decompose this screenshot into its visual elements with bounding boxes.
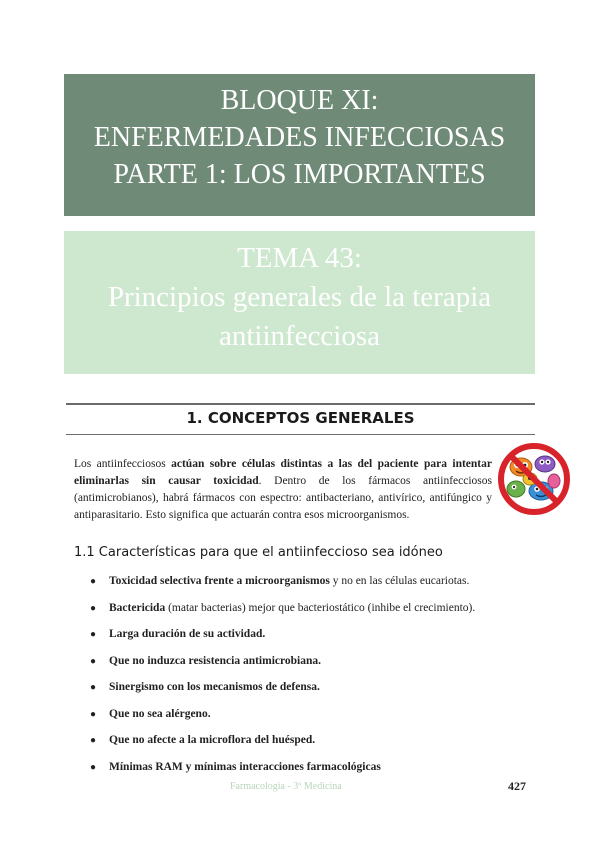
section-top-rule [66,403,535,405]
list-item-strong: Larga duración de su actividad. [109,628,266,640]
bullet-icon: ● [90,576,97,587]
block-title-line1: BLOQUE XI: [220,85,379,116]
footer-course: Farmacología - 3º Medicina [230,781,342,792]
tema-title-line3: antiinfecciosa [218,320,381,352]
list-item-text: y no en las células eucariotas. [329,575,470,587]
bullet-icon: ● [90,629,97,640]
intro-bold: actúan sobre células distintas a las del paciente para intentar eliminarlas sin causar toxicidad [74,458,492,487]
list-item-strong: Bactericida [109,601,166,614]
section-bottom-rule [66,434,535,435]
block-title-line2: ENFERMEDADES INFECCIOSAS [93,122,506,153]
block-title-line3: PARTE 1: LOS IMPORTANTES [113,159,486,190]
microbe-pink-icon [548,474,560,488]
list-item-strong: Mínimas RAM y mínimas interacciones farmacológicas [109,760,381,773]
tema-title-line1: TEMA 43: [237,242,362,274]
list-item-strong: Que no afecte a la microflora del huésped. [109,734,316,746]
bullet-icon: ● [90,682,97,693]
section-title: 1. CONCEPTOS GENERALES [186,409,415,427]
bullet-icon: ● [90,708,97,720]
bullet-icon: ● [90,761,97,773]
list-item [90,708,475,735]
tema-title-line2: Principios generales de la terapia [107,281,492,313]
tema-heading-box [64,231,535,374]
list-item [90,602,475,629]
list-item [90,734,475,761]
list-item-strong: Que no induzca resistencia antimicrobiana. [109,654,322,667]
intro-paragraph [74,456,492,524]
intro-text-2: . Dentro de los fármacos antiinfecciosos (antimicrobianos), habrá fármacos con espectro: antibacteriano, antivírico, antifúngico y antiparasitario. Esto significa que actuarán contra esos microorganismos. [74,475,492,521]
list-item [90,681,475,708]
page-number: 427 [508,779,526,793]
list-item-strong: Toxicidad selectiva frente a microorganismos [109,575,330,587]
microbe-green-icon [507,481,525,497]
bullet-icon: ● [90,655,97,667]
list-item [90,655,475,682]
list-item [90,628,475,655]
block-heading-box [64,74,535,216]
intro-text-1: Los antiinfecciosos [74,458,172,470]
list-item-text: (matar bacterias) mejor que bacteriostático (inhibe el crecimiento). [165,601,476,614]
no-microbes-icon [496,441,572,517]
bullet-icon: ● [90,735,97,746]
list-item-strong: Que no sea alérgeno. [109,707,211,720]
microbe-purple-icon [535,456,555,472]
subsection-title: 1.1 Características para que el antiinfeccioso sea idóneo [74,545,443,560]
characteristics-list [90,575,475,787]
bullet-icon: ● [90,602,97,614]
list-item-strong: Sinergismo con los mecanismos de defensa. [109,681,320,693]
list-item [90,575,475,602]
